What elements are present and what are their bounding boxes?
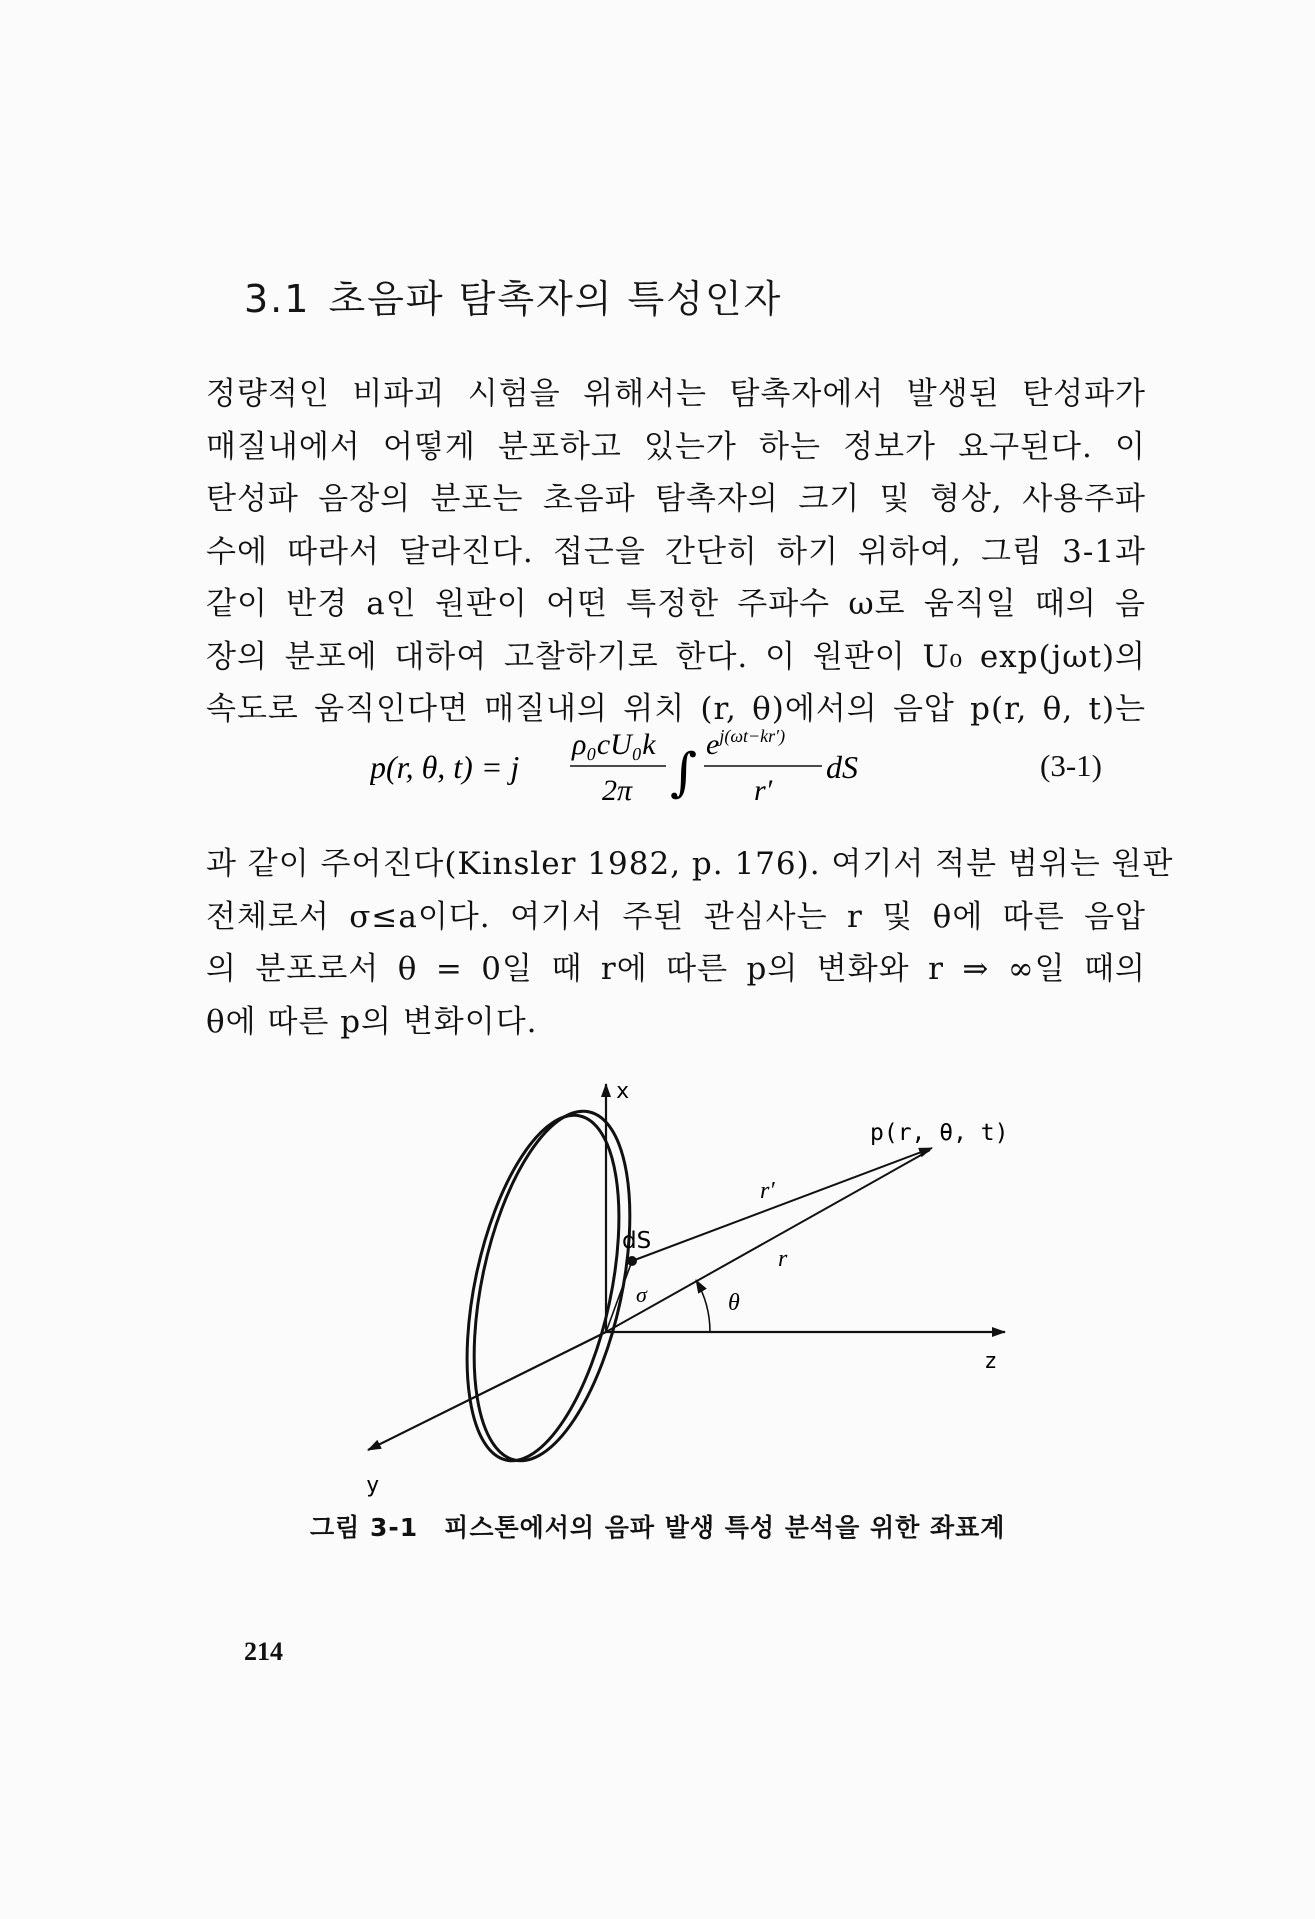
paragraph-1 — [206, 368, 1146, 736]
piston-disc-rim — [447, 1097, 658, 1474]
paragraph-2 — [206, 838, 1174, 1048]
paragraph-line: 의 분포로서 θ = 0일 때 r에 따른 p의 변화와 r ⇒ ∞일 때의 — [206, 951, 1146, 987]
equation-ds: dS — [826, 749, 858, 785]
r-label: r — [778, 1246, 788, 1272]
equation-exp-base: e — [706, 728, 720, 761]
r-prime-vector — [632, 1148, 932, 1261]
piston-coordinate-figure — [330, 1070, 1030, 1500]
figure-caption-number: 그림 3-1 — [310, 1513, 419, 1542]
paragraph-line: 과 같이 주어진다(Kinsler 1982, p. 176). 여기서 적분 범위는 원판 — [206, 846, 1174, 882]
equation-exp-exponent: j(ωt−kr′) — [719, 726, 786, 746]
paragraph-line: 탄성파 음장의 분포는 초음파 탐촉자의 크기 및 형상, 사용주파 — [206, 481, 1146, 517]
theta-label: θ — [728, 1290, 740, 1316]
page-number: 214 — [244, 1637, 283, 1666]
figure-caption-text: 피스톤에서의 음파 발생 특성 분석을 위한 좌표계 — [444, 1513, 1006, 1542]
paragraph-line: 수에 따라서 달라진다. 접근을 간단히 하기 위하여, 그림 3-1과 — [206, 533, 1146, 570]
section-number: 3.1 — [244, 277, 311, 321]
paragraph-line: θ에 따른 p의 변화이다. — [206, 1003, 538, 1040]
theta-arc — [696, 1280, 710, 1332]
sigma-label: σ — [636, 1282, 647, 1307]
equation-integrand-denominator: r′ — [754, 774, 773, 807]
equation-fraction-denominator: 2π — [602, 774, 633, 807]
equation-integral-sign: ∫ — [670, 743, 698, 803]
section-heading: 초음파 탐촉자의 특성인자 — [328, 277, 783, 321]
paragraph-line: 정량적인 비파괴 시험을 위해서는 탐촉자에서 발생된 탄성파가 — [206, 376, 1146, 412]
r-prime-label: r′ — [760, 1178, 775, 1204]
paragraph-line: 매질내에서 어떻게 분포하고 있는가 하는 정보가 요구된다. 이 — [206, 428, 1146, 465]
equation-3-1 — [370, 720, 1130, 810]
equation-integrand-numerator — [706, 726, 785, 761]
piston-disc-face — [440, 1102, 646, 1475]
point-label: p(r, θ, t) — [870, 1120, 1009, 1146]
equation-fraction-numerator: ρ₀cU₀k — [572, 728, 656, 761]
ds-point — [627, 1256, 637, 1266]
paragraph-line: 장의 분포에 대하여 고찰하기로 한다. 이 원판이 U₀ exp(jωt)의 — [206, 638, 1146, 675]
z-axis-label: z — [984, 1349, 998, 1374]
equation-lhs: p(r, θ, t) = j — [370, 749, 520, 785]
x-axis-label: x — [616, 1079, 630, 1104]
ds-label: dS — [622, 1228, 652, 1254]
paragraph-line: 같이 반경 a인 원판이 어떤 특정한 주파수 ω로 움직일 때의 음 — [206, 586, 1146, 622]
paragraph-line: 전체로서 σ≤a이다. 여기서 주된 관심사는 r 및 θ에 따른 음압 — [206, 898, 1146, 935]
equation-number: (3-1) — [1040, 748, 1102, 783]
section-title — [244, 268, 782, 323]
paragraph-line: 속도로 움직인다면 매질내의 위치 (r, θ)에서의 음압 p(r, θ, t)는 — [206, 691, 1146, 727]
figure-caption — [310, 1508, 1005, 1544]
y-axis-label: y — [366, 1473, 380, 1498]
